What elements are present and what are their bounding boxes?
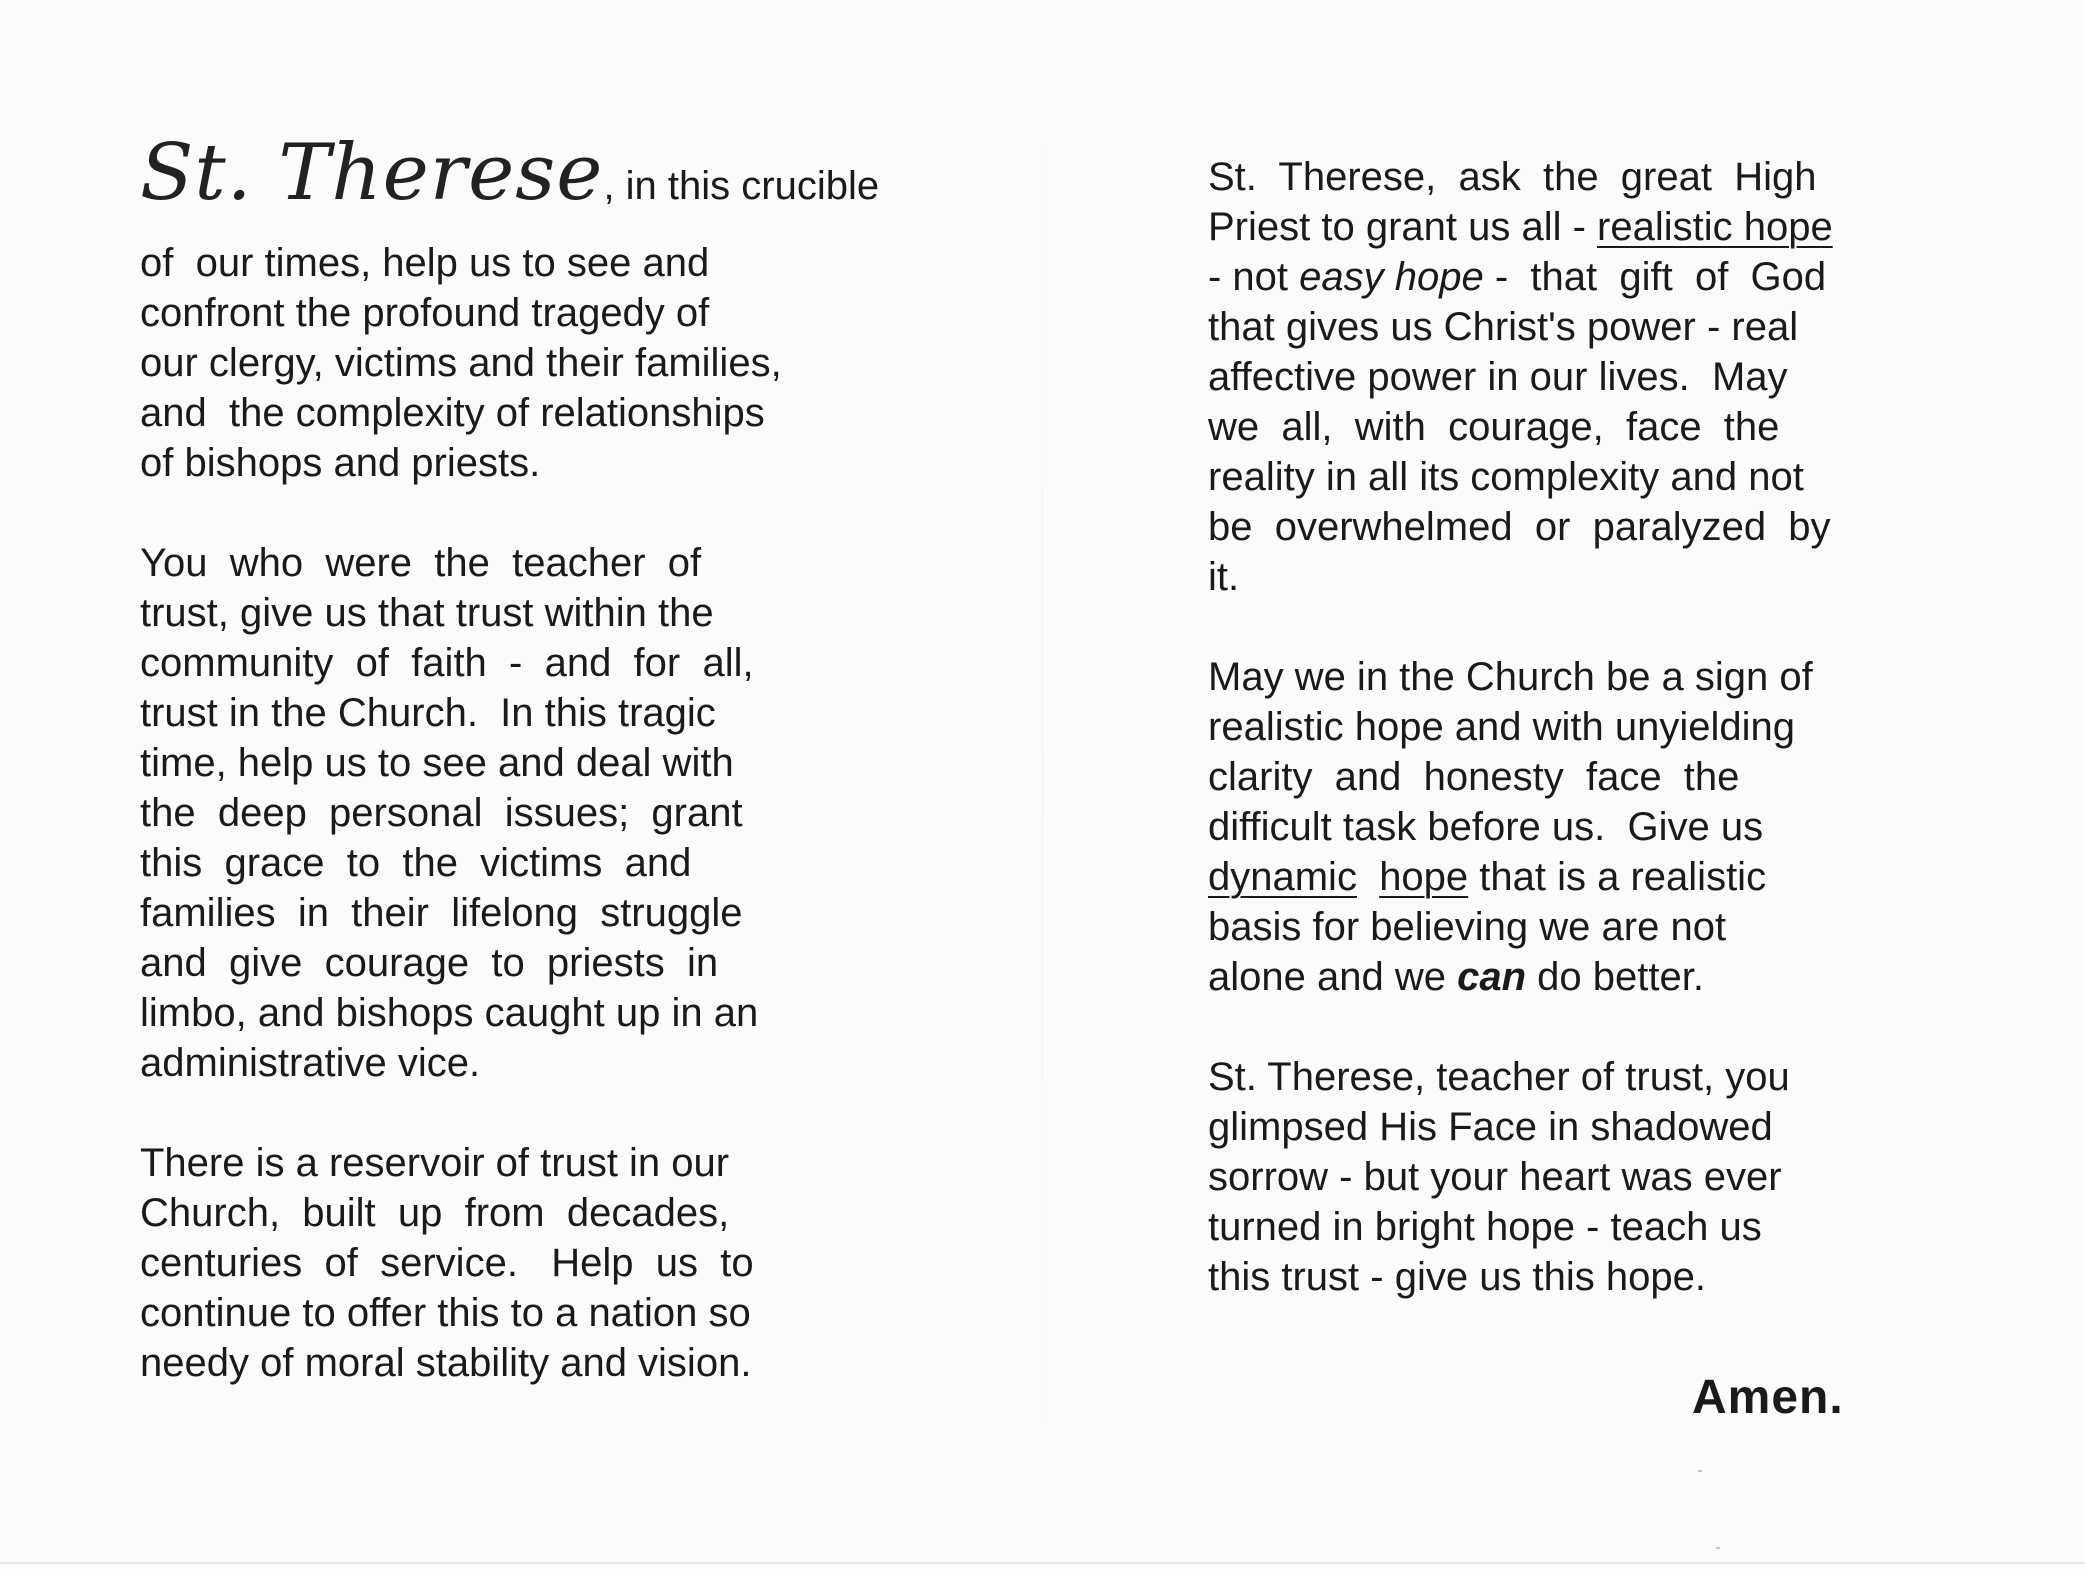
text-line: that gives us Christ's power - real xyxy=(1208,305,1799,349)
text-segment: Priest to grant us all - xyxy=(1208,205,1598,249)
text-line: sorrow - but your heart was ever xyxy=(1208,1155,1782,1199)
text-line: of bishops and priests. xyxy=(140,441,541,485)
underlined-phrase: dynamic xyxy=(1208,855,1357,899)
text-line: basis for believing we are not xyxy=(1208,905,1727,949)
text-line: this grace to the victims and xyxy=(140,841,692,885)
text-line: St. Therese, ask the great High xyxy=(1208,155,1817,199)
text-segment: - not xyxy=(1208,255,1300,299)
text-line: and give courage to priests in xyxy=(140,941,719,985)
left-paragraph-2 xyxy=(140,538,855,1088)
left-paragraph-1 xyxy=(140,238,855,488)
emphasized-word: can xyxy=(1457,955,1527,999)
heading-text: , in this crucible xyxy=(603,164,880,208)
right-paragraph-3 xyxy=(1208,1052,1920,1302)
text-line: this trust - give us this hope. xyxy=(1208,1255,1707,1299)
text-line xyxy=(1208,252,1920,302)
text-line: turned in bright hope - teach us xyxy=(1208,1205,1762,1249)
paper-speck xyxy=(1716,1547,1720,1549)
text-line: centuries of service. Help us to xyxy=(140,1241,754,1285)
text-line: reality in all its complexity and not xyxy=(1208,455,1804,499)
saint-name-script: St. Therese xyxy=(140,128,604,218)
text-line: the deep personal issues; grant xyxy=(140,791,743,835)
paper-speck xyxy=(1698,1470,1702,1472)
text-line: confront the profound tragedy of xyxy=(140,291,710,335)
underlined-phrase: hope xyxy=(1379,855,1469,899)
center-fold xyxy=(1042,0,1043,1569)
text-line xyxy=(1208,852,1920,902)
text-line: St. Therese, teacher of trust, you xyxy=(1208,1055,1790,1099)
text-line: trust in the Church. In this tragic xyxy=(140,691,716,735)
text-line: limbo, and bishops caught up in an xyxy=(140,991,759,1035)
text-segment: do better. xyxy=(1526,955,1704,999)
text-line: May we in the Church be a sign of xyxy=(1208,655,1813,699)
text-line: be overwhelmed or paralyzed by xyxy=(1208,505,1831,549)
right-paragraph-1 xyxy=(1208,152,1920,602)
text-line: it. xyxy=(1208,555,1240,599)
text-line: Church, built up from decades, xyxy=(140,1191,730,1235)
text-line: There is a reservoir of trust in our xyxy=(140,1141,730,1185)
text-line: needy of moral stability and vision. xyxy=(140,1341,752,1385)
underlined-phrase: realistic hope xyxy=(1597,205,1833,249)
text-line: You who were the teacher of xyxy=(140,541,702,585)
page-bottom-edge xyxy=(0,1562,2085,1564)
text-line: of our times, help us to see and xyxy=(140,241,710,285)
prayer-heading xyxy=(140,128,880,238)
text-line: our clergy, victims and their families, xyxy=(140,341,782,385)
text-line: families in their lifelong struggle xyxy=(140,891,743,935)
text-line: administrative vice. xyxy=(140,1041,481,1085)
text-line xyxy=(1208,202,1920,252)
left-column xyxy=(140,128,880,1438)
left-paragraph-3 xyxy=(140,1138,855,1388)
text-line: and the complexity of relationships xyxy=(140,391,765,435)
italic-phrase: easy hope xyxy=(1299,255,1484,299)
text-line: trust, give us that trust within the xyxy=(140,591,714,635)
text-line: difficult task before us. Give us xyxy=(1208,805,1764,849)
text-line: clarity and honesty face the xyxy=(1208,755,1740,799)
text-line: glimpsed His Face in shadowed xyxy=(1208,1105,1773,1149)
closing-amen: Amen. xyxy=(1692,1371,1844,1424)
text-line: time, help us to see and deal with xyxy=(140,741,734,785)
right-paragraph-2 xyxy=(1208,652,1920,1002)
right-column xyxy=(1208,152,1920,1352)
text-line: affective power in our lives. May xyxy=(1208,355,1788,399)
text-line: community of faith - and for all, xyxy=(140,641,754,685)
text-line: continue to offer this to a nation so xyxy=(140,1291,751,1335)
text-line xyxy=(1208,952,1920,1002)
text-line: realistic hope and with unyielding xyxy=(1208,705,1796,749)
text-segment: that is a realistic xyxy=(1468,855,1767,899)
text-segment: alone and we xyxy=(1208,955,1458,999)
text-segment: - that gift of God xyxy=(1483,255,1827,299)
text-line: we all, with courage, face the xyxy=(1208,405,1780,449)
